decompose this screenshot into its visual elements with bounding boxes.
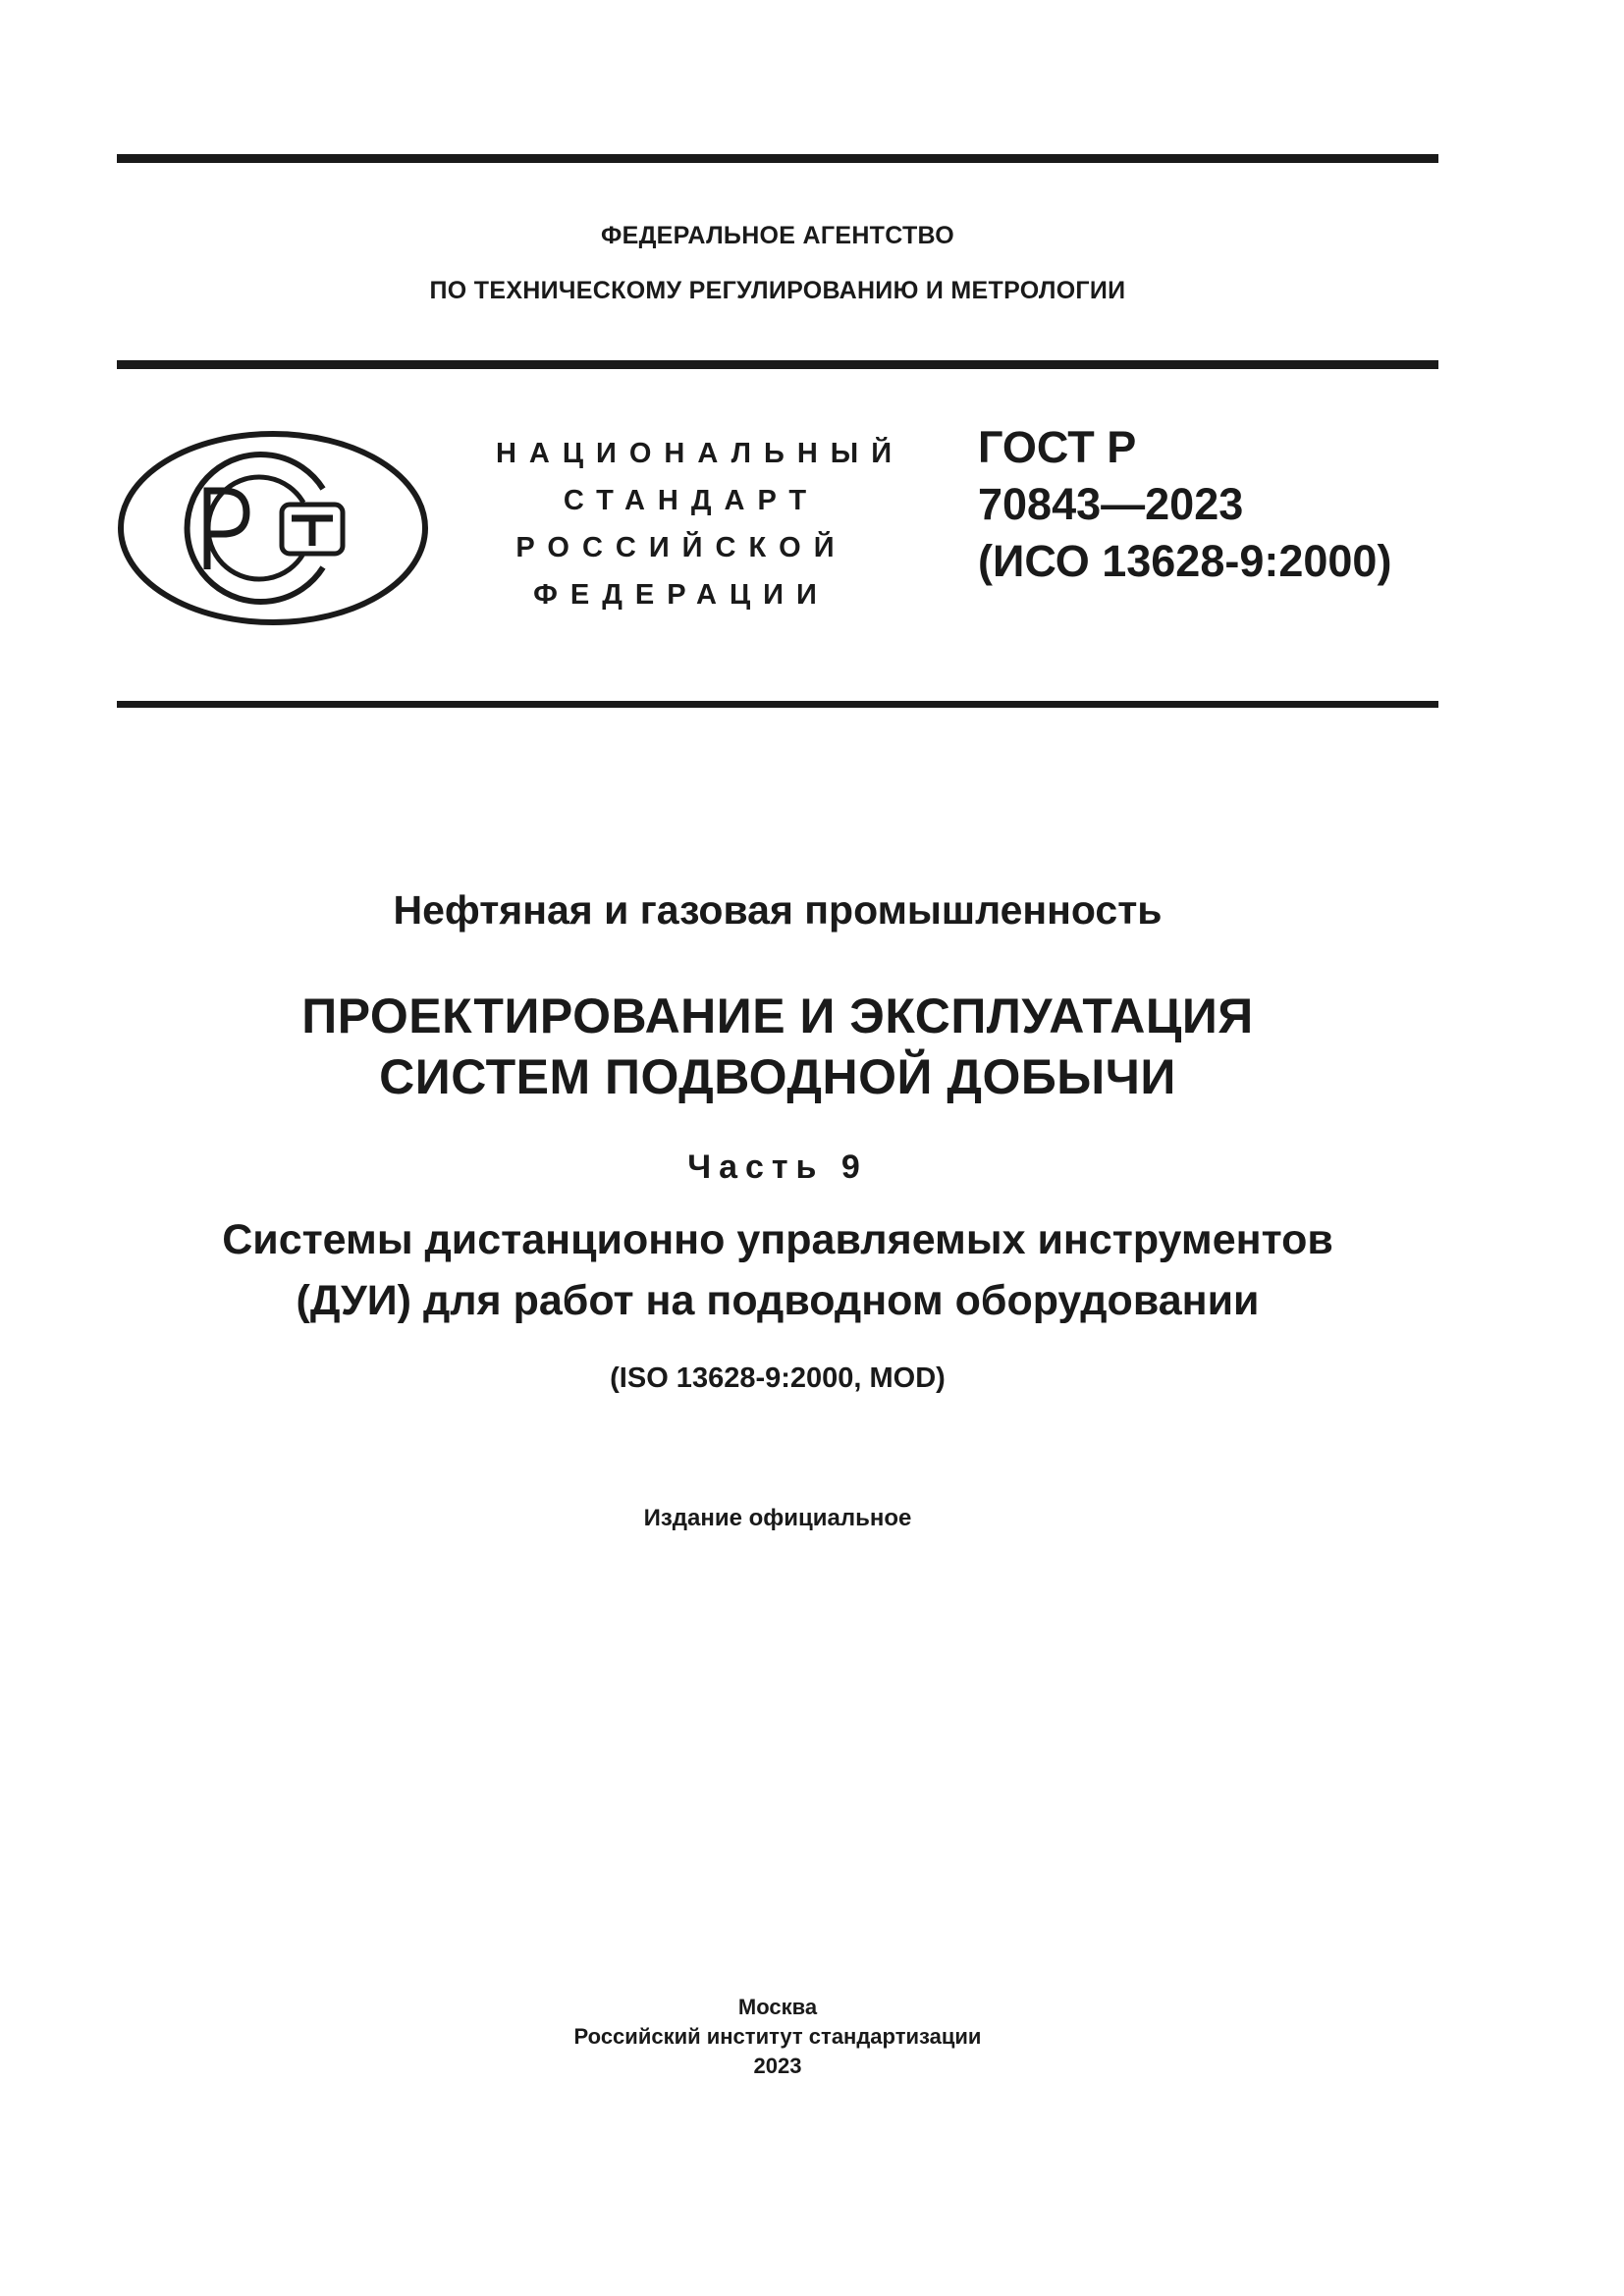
bottom-rule <box>117 701 1438 708</box>
publisher-year: 2023 <box>753 2054 802 2078</box>
sector-title: Нефтяная и газовая промышленность <box>393 887 1163 933</box>
national-standard-line1: НАЦИОНАЛЬНЫЙ <box>495 438 905 469</box>
main-title <box>117 986 1438 1107</box>
national-standard-line2: СТАНДАРТ <box>563 485 820 516</box>
subtitle-line1: Системы дистанционно управляемых инструментов <box>222 1216 1333 1263</box>
designation-line1: ГОСТ Р <box>978 422 1137 472</box>
rst-mark-logo <box>117 430 429 626</box>
main-title-line2: СИСТЕМ ПОДВОДНОЙ ДОБЫЧИ <box>379 1049 1176 1104</box>
main-title-line1: ПРОЕКТИРОВАНИЕ И ЭКСПЛУАТАЦИЯ <box>301 988 1254 1043</box>
designation-line2: 70843—2023 <box>978 479 1244 529</box>
agency-name-line1: ФЕДЕРАЛЬНОЕ АГЕНТСТВО <box>600 222 955 249</box>
agency-name-line2: ПО ТЕХНИЧЕСКОМУ РЕГУЛИРОВАНИЮ И МЕТРОЛОГИИ <box>429 277 1126 304</box>
publisher-institute: Российский институт стандартизации <box>573 2024 982 2049</box>
national-standard-line4: ФЕДЕРАЦИИ <box>533 579 830 611</box>
part-number: Часть 9 <box>687 1148 868 1186</box>
subtitle-line2: (ДУИ) для работ на подводном оборудовании <box>296 1277 1260 1324</box>
top-rule <box>117 154 1438 163</box>
part-subtitle <box>117 1209 1438 1331</box>
edition-label: Издание официальное <box>643 1505 912 1531</box>
national-standard-line3: РОССИЙСКОЙ <box>515 532 847 563</box>
standard-designation <box>978 420 1391 591</box>
middle-rule <box>117 360 1438 369</box>
publisher-block <box>117 1993 1438 2081</box>
designation-line3: (ИСО 13628-9:2000) <box>978 536 1392 586</box>
national-standard-label <box>471 430 933 618</box>
iso-reference: (ISO 13628-9:2000, MOD) <box>610 1362 946 1394</box>
publisher-city: Москва <box>737 1995 818 2019</box>
